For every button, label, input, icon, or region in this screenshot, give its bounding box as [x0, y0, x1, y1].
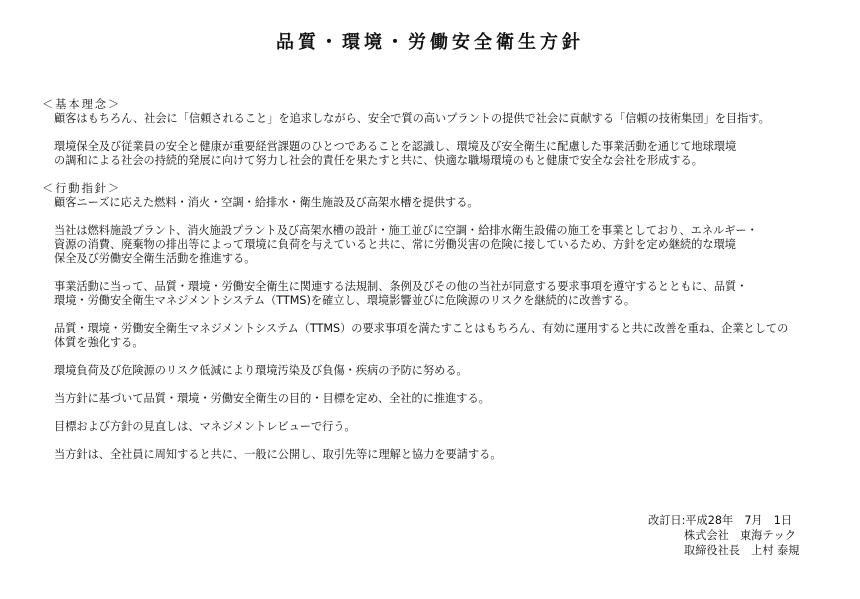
- document-title: 品質・環境・労働安全衛生方針: [276, 32, 584, 53]
- signature-block: [648, 513, 848, 558]
- action-guideline-4: 品質・環境・労働安全衛生マネジメントシステム（TTMS）の要求事項を満たすことはもちろん、有効に運用すると共に改善を重ね、企業としての 体質を強化する。: [54, 322, 789, 349]
- revision-date: 改訂日:平成28年 7月 1日: [648, 514, 793, 527]
- action-guideline-5: 環境負荷及び危険源のリスク低減により環境汚染及び負傷・疾病の予防に努める。: [54, 364, 468, 377]
- action-guideline-1: 顧客ニーズに応えた燃料・消火・空調・給排水・衛生施設及び高架水槽を提供する。: [54, 196, 479, 209]
- basic-philosophy-heading: ＜基本理念＞: [42, 98, 122, 111]
- policy-body: [42, 98, 842, 462]
- action-guideline-7: 目標および方針の見直しは、マネジメントレビューで行う。: [54, 420, 356, 433]
- action-guidelines-heading: ＜行動指針＞: [42, 182, 122, 195]
- basic-philosophy-paragraph-2: 環境保全及び従業員の安全と健康が重要経営課題のひとつであることを認識し、環境及び安全衛生に配慮した事業活動を通じて地球環境 の調和による社会の持続的発展に向けて努力し社会的責任を果たすと共に、快適な職場環境のもと健康で安全な会社を形成する。: [54, 140, 737, 167]
- action-guideline-6: 当方針に基づいて品質・環境・労働安全衛生の目的・目標を定め、全社的に推進する。: [54, 392, 490, 405]
- action-guideline-8: 当方針は、全社員に周知すると共に、一般に公開し、取引先等に理解と協力を要請する。: [54, 448, 502, 461]
- representative-name: 取締役社長 上村 泰規: [684, 544, 800, 557]
- basic-philosophy-paragraph-1: 顧客はもちろん、社会に「信頼されること」を追求しながら、安全で質の高いプラントの提供で社会に貢献する「信頼の技術集団」を目指す。: [54, 112, 770, 125]
- action-guideline-3: 事業活動に当って、品質・環境・労働安全衛生に関連する法規制、条例及びその他の当社が同意する要求事項を遵守するとともに、品質・ 環境・労働安全衛生マネジメントシステム（TTMS)を確立し、環境影響並びに危険源のリスクを継続的に改善する。: [54, 280, 748, 307]
- action-guideline-2: 当社は燃料施設プラント、消火施設プラント及び高架水槽の設計・施工並びに空調・給排水衛生設備の施工を事業としており、エネルギー・ 資源の消費、廃棄物の排出等によって環境に負荷を与えていると共に、常に労働災害の危険に接しているため、方針を定め継続的な環境 保全及び労働安全衛生活動を推進する。: [54, 224, 758, 265]
- company-name: 株式会社 東海テック: [684, 529, 796, 542]
